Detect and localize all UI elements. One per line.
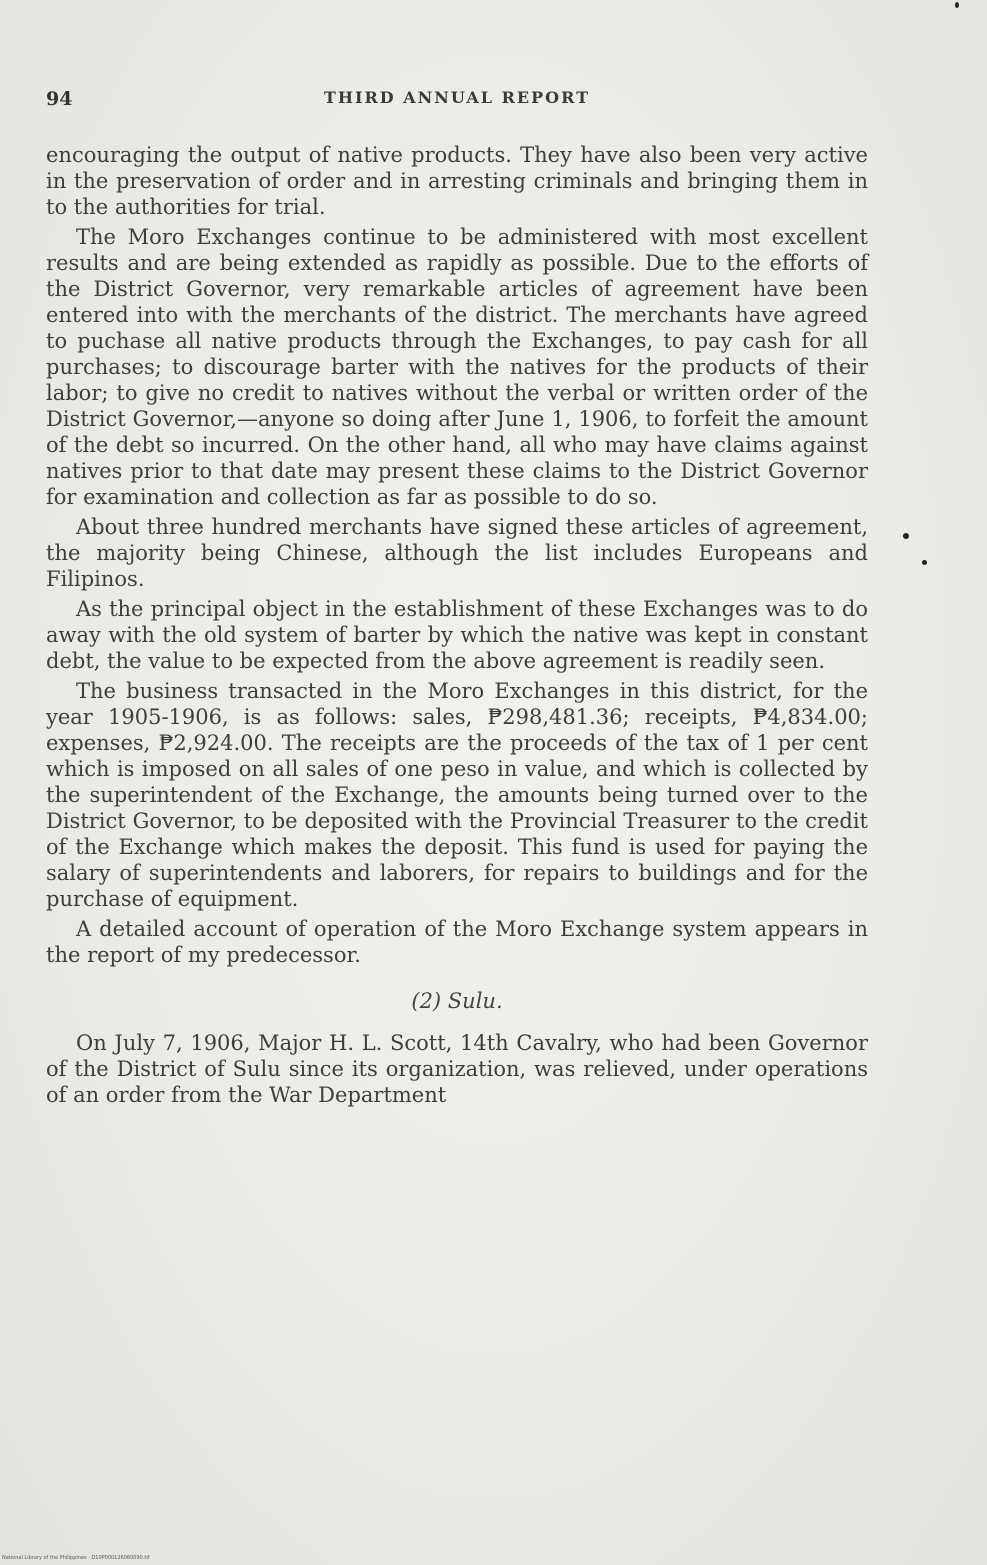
section-heading: (2) Sulu. (411, 989, 503, 1013)
paragraph-2: The Moro Exchanges continue to be administered with most excellent results and are being extended as rapidly as possible. Due to the efforts of the District Governor, very remarkable articles of agreement have been entered into with the merchants of the district. The merchants have agreed to puchase all native products through the Exchanges, to pay cash for all purchases; to discourage barter with the natives for the products of their labor; to give no credit to natives without the verbal or written order of the District Governor,—anyone so doing after June 1, 1906, to forfeit the amount of the debt so incurred. On the other hand, all who may have claims against natives prior to that date may present these claims to the District Governor for examination and collection as far as possible to do so. (46, 225, 868, 509)
ink-speck (922, 560, 927, 565)
paragraph-3: About three hundred merchants have signed these articles of agreement, the majority being Chinese, although the list includes Europeans and Filipinos. (46, 515, 868, 591)
paragraph-1: encouraging the output of native products. They have also been very active in the preservation of order and in arresting criminals and bringing them in to the authorities for trial. (46, 143, 868, 219)
body-text (46, 142, 868, 1112)
paragraph-4: As the principal object in the establishment of these Exchanges was to do away with the old system of barter by which the native was kept in constant debt, the value to be expected from the above agreement is readily seen. (46, 597, 868, 673)
page-header (46, 88, 868, 112)
running-title: THIRD ANNUAL REPORT (324, 88, 590, 107)
ink-speck (903, 533, 909, 539)
closing-paragraph: On July 7, 1906, Major H. L. Scott, 14th Cavalry, who had been Governor of the District of Sulu since its organization, was relieved, under operations of an order from the War Department (46, 1031, 868, 1107)
scan-credit: National Library of the Philippines · D10P000126060090.tif (2, 1555, 150, 1561)
paragraph-6: A detailed account of operation of the Moro Exchange system appears in the report of my predecessor. (46, 917, 868, 967)
page-number: 94 (46, 88, 73, 110)
paragraph-5: The business transacted in the Moro Exchanges in this district, for the year 1905-1906, is as follows: sales, ₱298,481.36; receipts, ₱4,834.00; expenses, ₱2,924.00. The receipts are the proceeds of the tax of 1 per cent which is imposed on all sales of one peso in value, and which is collected by the superintendent of the Exchange, the amounts being turned over to the District Governor, to be deposited with the Provincial Treasurer to the credit of the Exchange which makes the deposit. This fund is used for paying the salary of superintendents and laborers, for repairs to buildings and for the purchase of equipment. (46, 679, 868, 911)
ink-speck (955, 2, 959, 8)
